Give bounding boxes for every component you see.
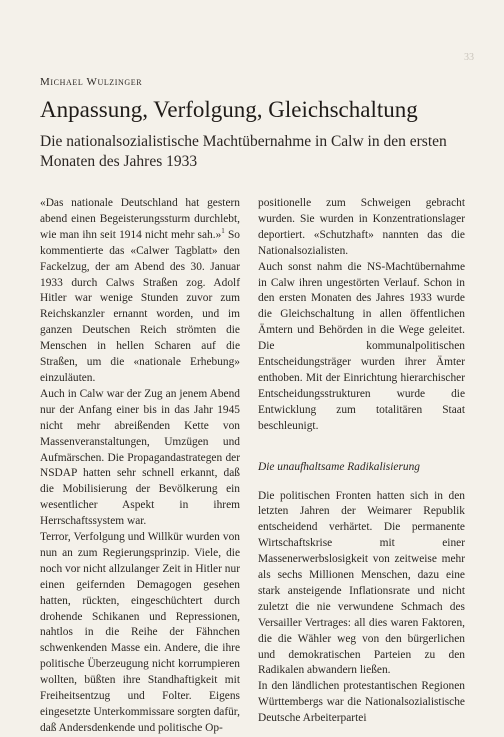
- page-number: 33: [464, 52, 474, 63]
- author-name: Michael Wulzinger: [40, 76, 143, 88]
- paragraph: [40, 196, 240, 387]
- section-heading: Die unaufhaltsame Radikalisierung: [258, 460, 420, 473]
- paragraph: Terror, Verfolgung und Willkür wurden von nun an zum Regierungsprinzip. Viele, die noch vor nicht allzulanger Zeit in Hitler nur einen geifernden Demagogen gesehen hatten, rückten, eingeschüchtert durch drohende Schikanen und Repressionen, nahtlos in die Reihe der Fähnchen schwenkenden Masse ein. Andere, die ihre politische Überzeugung nicht korrumpieren wollten, büßten ihre Standhaftigkeit mit Freiheitsentzug und Folter. Eigens eingesetzte Unterkommissare sorgten dafür, daß Andersdenkende und politische Op-: [40, 531, 240, 734]
- paragraph: Auch in Calw war der Zug an jenem Abend nur der Anfang einer bis in das Jahr 1945 nicht mehr abreißenden Kette von Massenveranstaltungen, Umzügen und Aufmärschen. Die Propagandastrategen der NSDAP hatten sehr schnell erkannt, daß die Mobilisierung der Bevölkerung ein wesentlicher Aspekt in ihrem Herrschaftssystem war.: [40, 387, 240, 528]
- quote-text: «Das nationale Deutschland hat gestern abend einen Begeisterungssturm durchlebt, wie man ihn seit 1914 nicht mehr sah.»: [40, 197, 240, 241]
- paragraph: Auch sonst nahm die NS-Machtübernahme in Calw ihren ungestörten Verlauf. Schon in den ersten Monaten des Jahres 1933 wurde die Gleichschaltung in allen öffentlichen Ämtern und Behörden in die Wege geleitet. Die kommunalpolitischen Entscheidungsträger wurden ihrer Ämter enthoben. Mit der Einrichtung hierarchischer Entscheidungsstrukturen wurde die Entwicklung zum totalitären Staat beschleunigt.: [258, 260, 465, 432]
- paragraph: positionelle zum Schweigen gebracht wurden. Sie wurden in Konzentrationslager deportiert. «Schutzhaft» nannten das die Nationalsozialisten.: [258, 197, 465, 257]
- footnote-marker: 1: [221, 227, 225, 236]
- paragraph: Die politischen Fronten hatten sich in den letzten Jahren der Weimarer Republik entscheidend verhärtet. Die permanente Wirtschaftskrise mit einer Massenerwerbslosigkeit von zeitweise mehr als sechs Millionen Menschen, dazu eine stark ansteigende Inflationsrate und nicht zuletzt die nie verwundene Schmach des Versailler Vertrages: all dies waren Faktoren, die die Wähler weg von den bürgerlichen und demokratischen Parteien zu den Radikalen abwandern ließen.: [258, 489, 465, 677]
- paragraph-text: So kommentierte das «Calwer Tagblatt» den Fackelzug, der am Abend des 30. Januar 1933 durch Calws Straßen zog. Adolf Hitler war wenige Stunden zuvor zum Reichskanzler ernannt worden, und im ganzen Deutschen Reich strömten die Menschen in hellen Scharen auf die Straßen, um die «nationale Erhebung» einzuläuten.: [40, 228, 240, 384]
- paragraph: In den ländlichen protestantischen Regionen Württembergs war die Nationalsozialistische Deutsche Arbeiterpartei: [258, 680, 465, 725]
- article-title: Anpassung, Verfolgung, Gleichschaltung: [40, 97, 418, 122]
- article-subtitle: Die nationalsozialistische Machtübernahme in Calw in den ersten Monaten des Jahres 1933: [40, 133, 447, 170]
- text-column-right: [258, 196, 465, 727]
- text-column-left: [40, 196, 240, 737]
